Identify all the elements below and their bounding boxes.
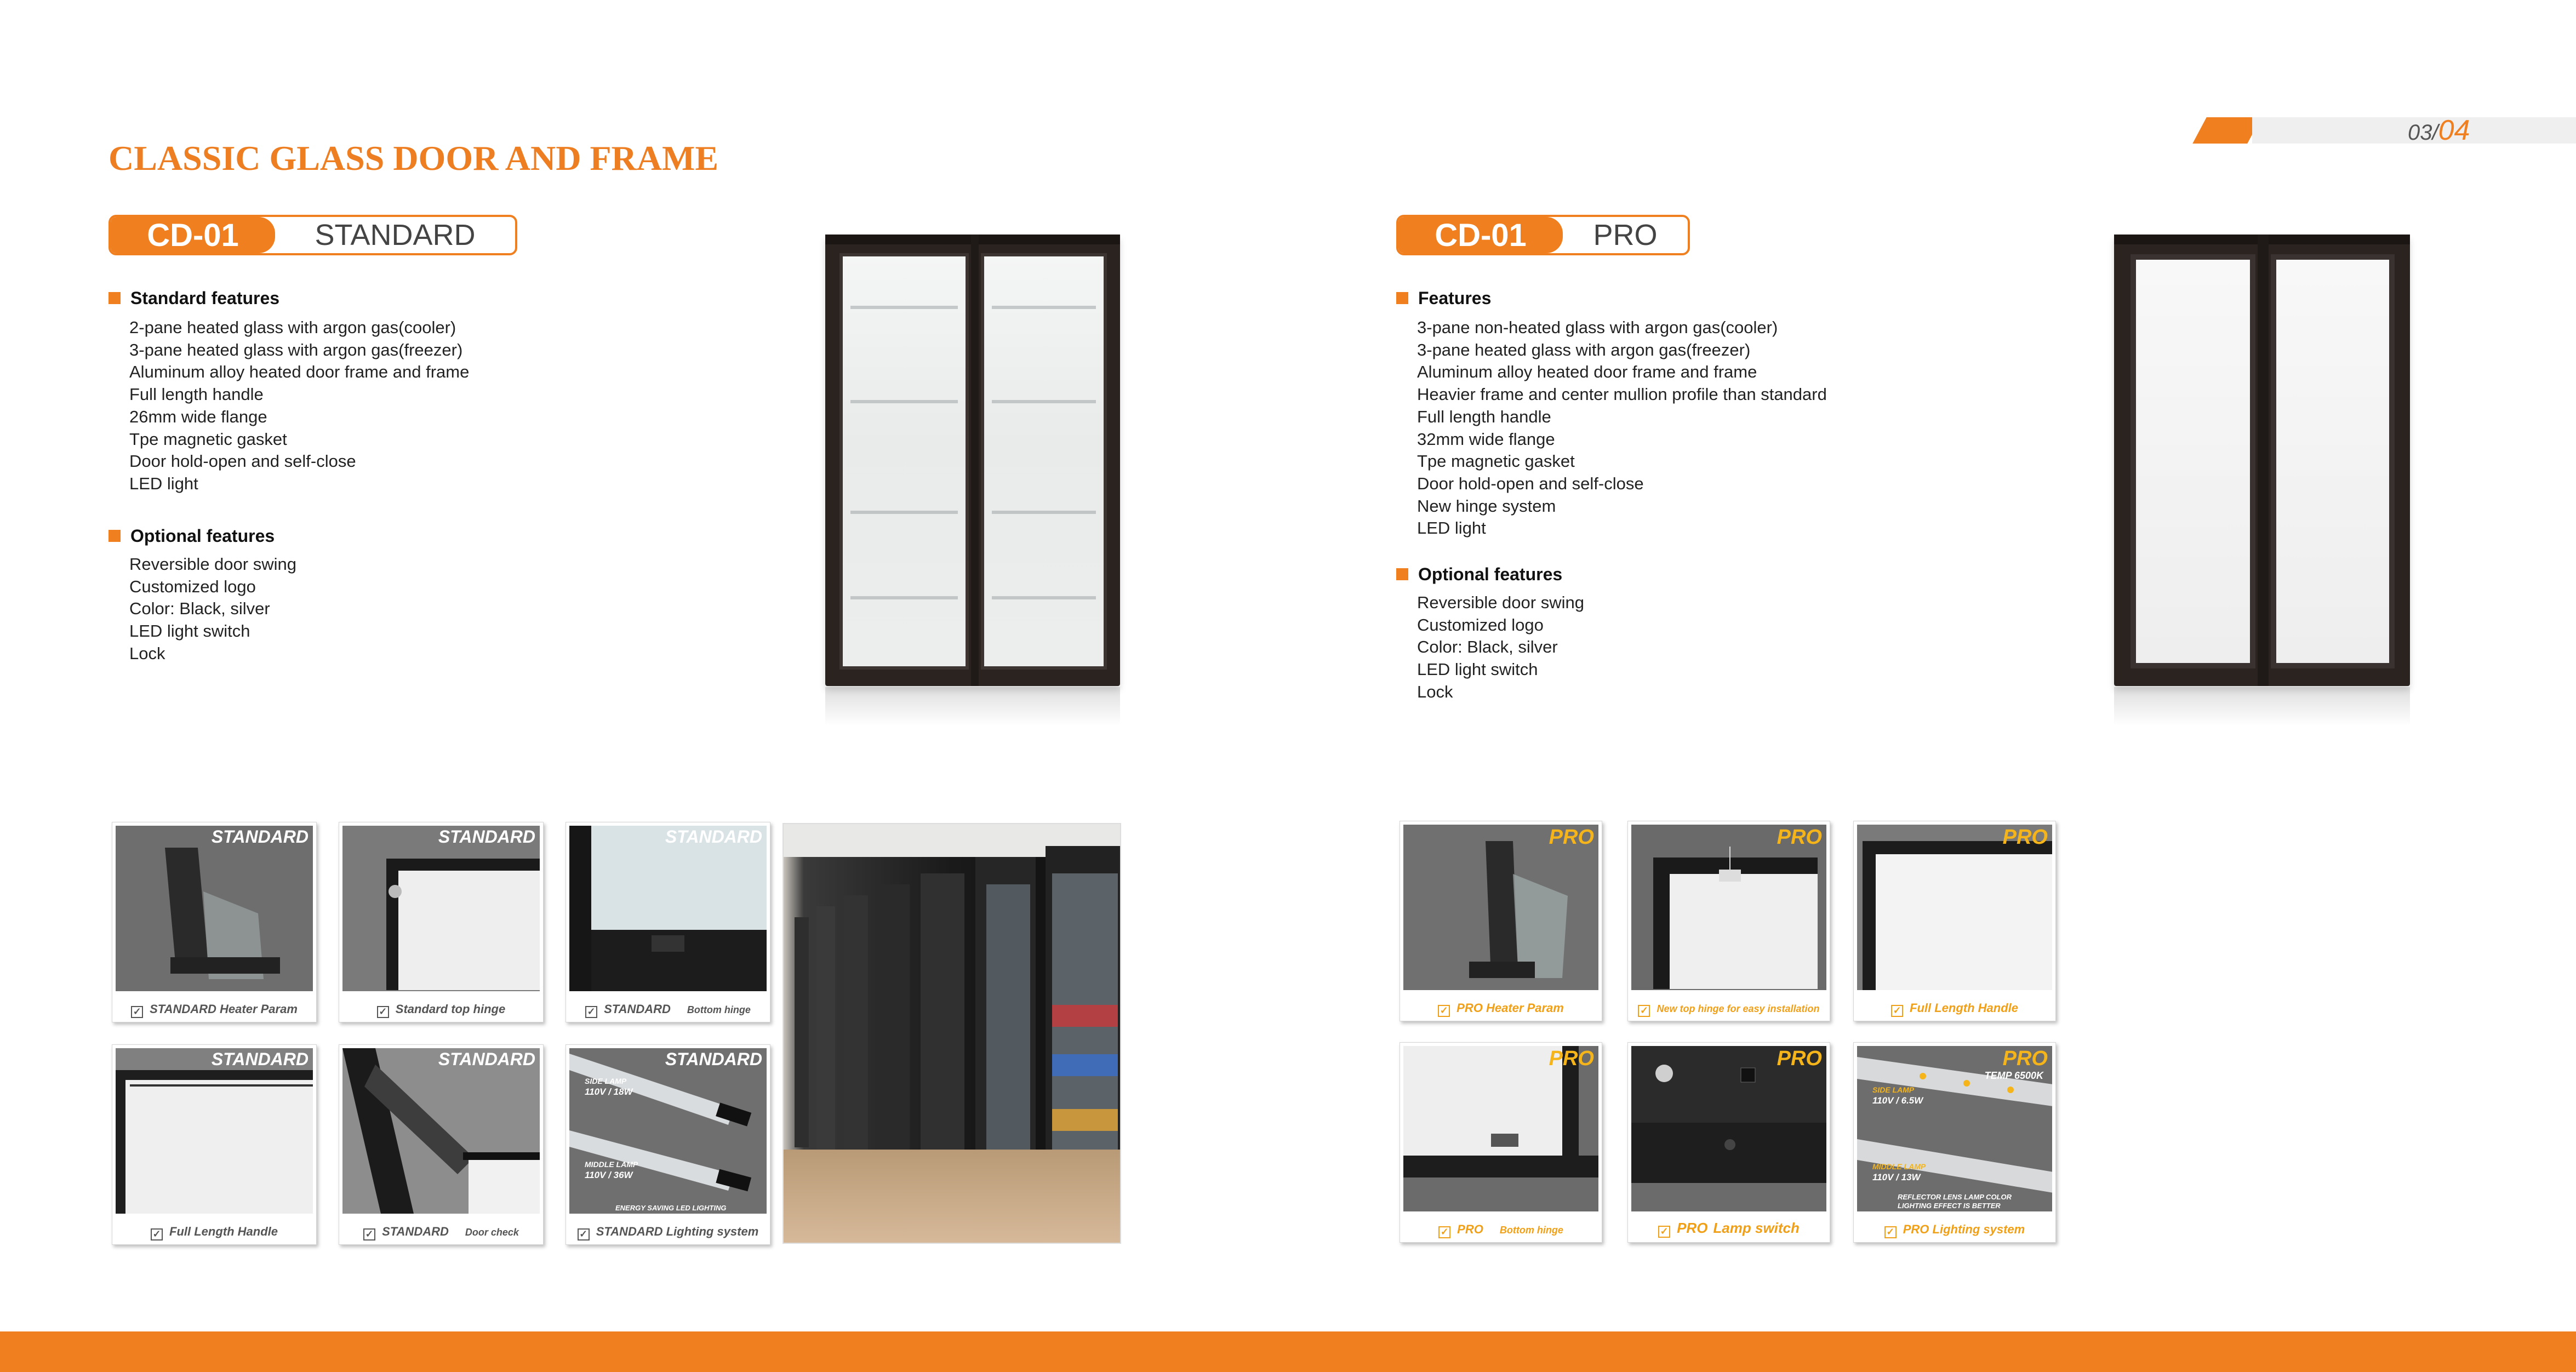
thumb-pro-full-length-handle: PRO ✓ Full Length Handle [1853,821,2056,1021]
thumb-standard-full-length-handle: STANDARD ✓ Full Length Handle [112,1044,317,1245]
page-title: CLASSIC GLASS DOOR AND FRAME [108,139,719,178]
list-item: 3-pane non-heated glass with argon gas(cooler) [1417,318,1778,337]
checkbox-icon: ✓ [1438,1005,1450,1017]
list-item: 3-pane heated glass with argon gas(freezer) [1417,340,1751,359]
list-item: LED light [1417,518,1486,538]
list-item: Tpe magnetic gasket [1417,451,1575,471]
pro-features-list [1417,317,1827,540]
bullet-square-icon [108,530,121,542]
checkbox-icon: ✓ [585,1006,597,1018]
checkbox-icon: ✓ [1884,1226,1897,1238]
model-badge-standard [108,215,517,255]
list-item: Aluminum alloy heated door frame and frame [129,362,470,382]
list-item: Customized logo [1417,615,1544,634]
checkbox-icon: ✓ [377,1006,389,1018]
list-item: 32mm wide flange [1417,429,1555,449]
list-item: Aluminum alloy heated door frame and frame [1417,362,1757,382]
footer-bar [0,1331,2576,1372]
thumb-standard-lighting-system: STANDARD SIDE LAMP 110V / 18W MIDDLE LAMP 110V / 36W ENERGY SAVING LED LIGHTING ✓ STANDARD Lighting system [566,1044,770,1245]
list-item: Reversible door swing [1417,593,1584,612]
list-item: Color: Black, silver [129,599,270,619]
thumb-standard-heater-param: STANDARD ✓ STANDARD Heater Param [112,822,317,1022]
thumb-standard-bottom-hinge: STANDARD ✓ STANDARD Bottom hinge [566,822,770,1022]
list-item: Customized logo [129,576,256,596]
led-lamp-icon [569,1048,767,1214]
standard-door-image [825,235,1120,686]
list-item: Full length handle [1417,407,1551,426]
list-item: Full length handle [129,385,264,404]
checkbox-icon: ✓ [578,1228,590,1240]
handle-icon [1857,825,2052,990]
page-number-accent [2192,117,2261,144]
door-reflection [825,687,1120,725]
model-code: CD-01 [1398,217,1563,253]
thumb-pro-bottom-hinge: PRO ✓ PRO Bottom hinge [1400,1042,1602,1243]
thumb-pro-lamp-switch: PRO ✓ PRO Lamp switch [1627,1042,1830,1243]
checkbox-icon: ✓ [1638,1005,1650,1017]
list-item: New hinge system [1417,496,1556,516]
list-item: 2-pane heated glass with argon gas(cooler) [129,318,456,337]
door-check-icon [342,1048,540,1214]
bottom-hinge-icon [569,826,767,991]
list-item: Door hold-open and self-close [1417,473,1644,493]
checkbox-icon: ✓ [1658,1226,1670,1238]
page-number: 03/04 [2408,115,2470,146]
checkbox-icon: ✓ [131,1006,143,1018]
standard-features-heading: Standard features [108,287,279,309]
store-fridge-photo [782,823,1121,1244]
thumb-pro-heater-param: PRO ✓ PRO Heater Param [1400,821,1602,1021]
bullet-square-icon [1396,568,1408,580]
bullet-square-icon [108,292,121,304]
checkbox-icon: ✓ [151,1228,163,1240]
checkbox-icon: ✓ [1891,1005,1903,1017]
pro-optional-heading: Optional features [1396,563,1562,585]
bullet-square-icon [1396,292,1408,304]
standard-optional-heading: Optional features [108,525,275,547]
checkbox-icon: ✓ [1438,1226,1450,1238]
model-badge-pro [1396,215,1690,255]
standard-optional-list [129,553,296,665]
model-variant: PRO [1593,219,1658,251]
handle-icon [116,1048,313,1214]
pro-door-image [2114,235,2410,686]
list-item: Tpe magnetic gasket [129,429,287,449]
list-item: 26mm wide flange [129,407,267,426]
list-item: Color: Black, silver [1417,637,1558,657]
checkbox-icon: ✓ [363,1228,375,1240]
list-item: LED light [129,473,198,493]
list-item: LED light switch [129,621,250,641]
bottom-hinge-icon [1403,1046,1598,1211]
frame-cross-section-icon [1403,825,1598,990]
list-item: Lock [1417,682,1453,701]
list-item: Lock [129,643,165,663]
thumb-standard-door-check: STANDARD ✓ STANDARD Door check [339,1044,544,1245]
list-item: 3-pane heated glass with argon gas(freezer) [129,340,463,359]
top-hinge-icon [342,826,540,991]
thumb-pro-top-hinge: PRO ✓ New top hinge for easy installation [1627,821,1830,1021]
frame-cross-section-icon [116,826,313,991]
lamp-switch-icon [1631,1046,1826,1211]
pro-optional-list [1417,592,1584,704]
thumb-standard-top-hinge: STANDARD ✓ Standard top hinge [339,822,544,1022]
door-reflection [2114,687,2410,725]
model-variant: STANDARD [315,219,476,251]
list-item: Reversible door swing [129,554,296,574]
thumb-pro-lighting-system: PRO TEMP 6500K SIDE LAMP 110V / 6.5W MIDDLE LAMP 110V / 13W REFLECTOR LENS LAMP COLOR LIGHTING EFFECT IS BETTER ✓ PRO Lighting system [1853,1042,2056,1243]
model-code: CD-01 [111,217,275,253]
standard-features-list [129,317,469,495]
top-hinge-icon [1631,825,1826,990]
list-item: Door hold-open and self-close [129,451,356,471]
list-item: LED light switch [1417,660,1538,679]
list-item: Heavier frame and center mullion profile than standard [1417,385,1827,404]
pro-features-heading: Features [1396,287,1491,309]
